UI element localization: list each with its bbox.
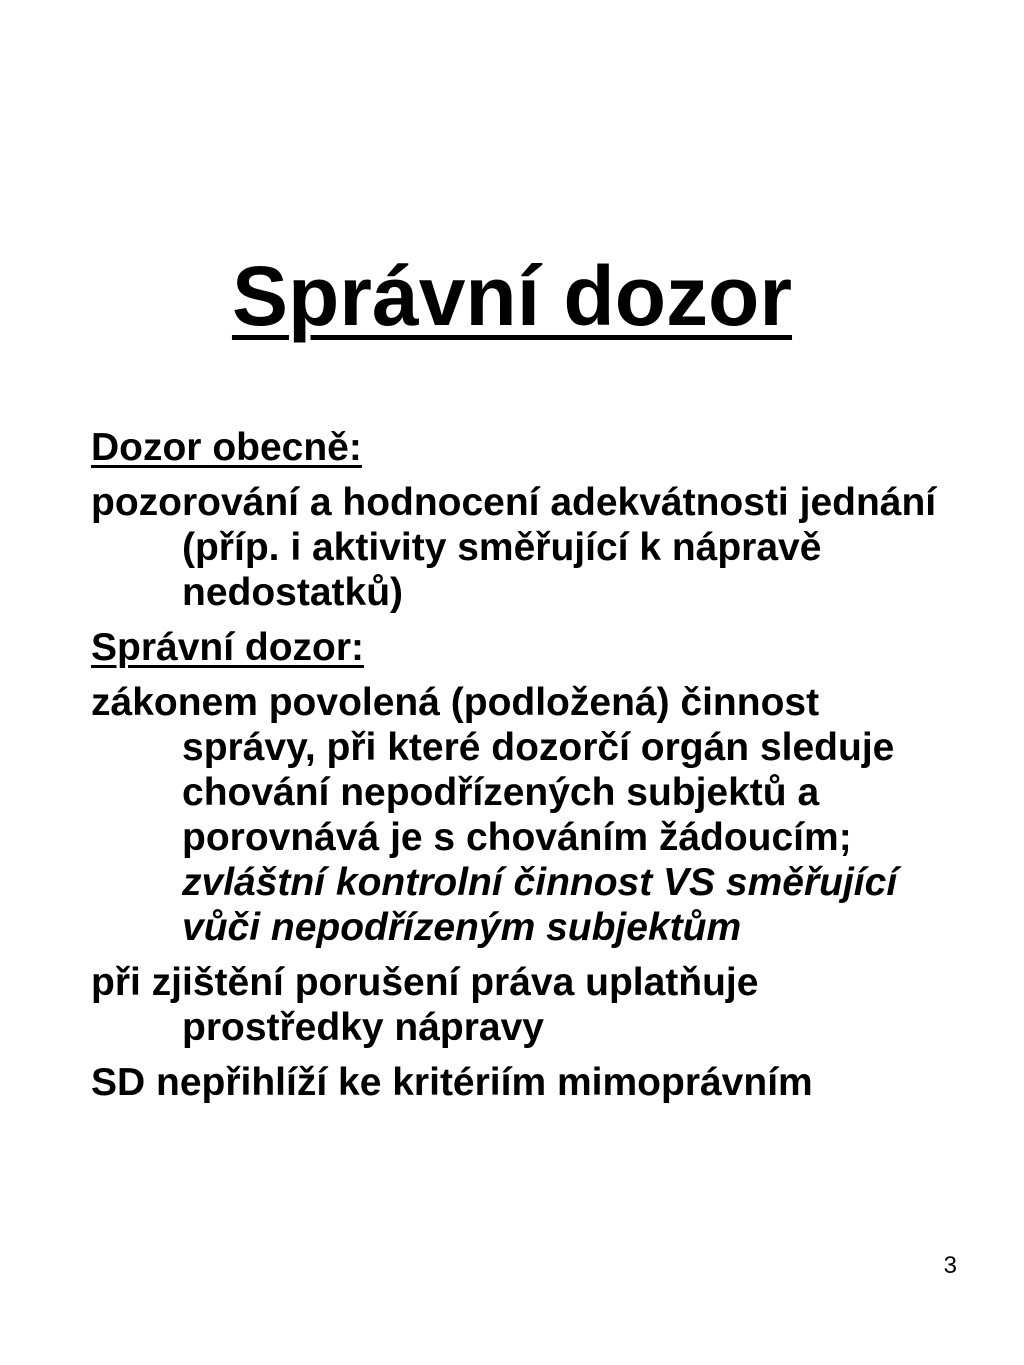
section-heading-general bbox=[91, 425, 951, 470]
section-heading-administrative bbox=[91, 625, 951, 670]
paragraph-italic-text: zvláštní kontrolní činnost VS směřující vůči nepodřízeným subjektům bbox=[182, 861, 898, 949]
slide-title-text: Správní dozor bbox=[231, 249, 793, 343]
page-number: 3 bbox=[943, 1252, 957, 1279]
paragraph-remedy: při zjištění porušení práva uplatňuje prostředky nápravy bbox=[91, 961, 759, 1049]
paragraph-text: zákonem povolená (podložená) činnost správy, při které dozorčí orgán sleduje chování nepodřízených subjektů a porovnává je s chováním žádoucím; bbox=[91, 681, 895, 859]
heading-text: Dozor obecně: bbox=[91, 426, 362, 469]
heading-text: Správní dozor: bbox=[91, 626, 365, 669]
paragraph-criteria: SD nepřihlíží ke kritériím mimoprávním bbox=[91, 1061, 813, 1104]
slide-title bbox=[0, 248, 1024, 344]
slide-body bbox=[91, 425, 951, 1115]
paragraph-administrative-definition bbox=[91, 680, 951, 950]
paragraph-general-definition: pozorování a hodnocení adekvátnosti jednání (příp. i aktivity směřující k nápravě nedostatků) bbox=[91, 481, 937, 614]
